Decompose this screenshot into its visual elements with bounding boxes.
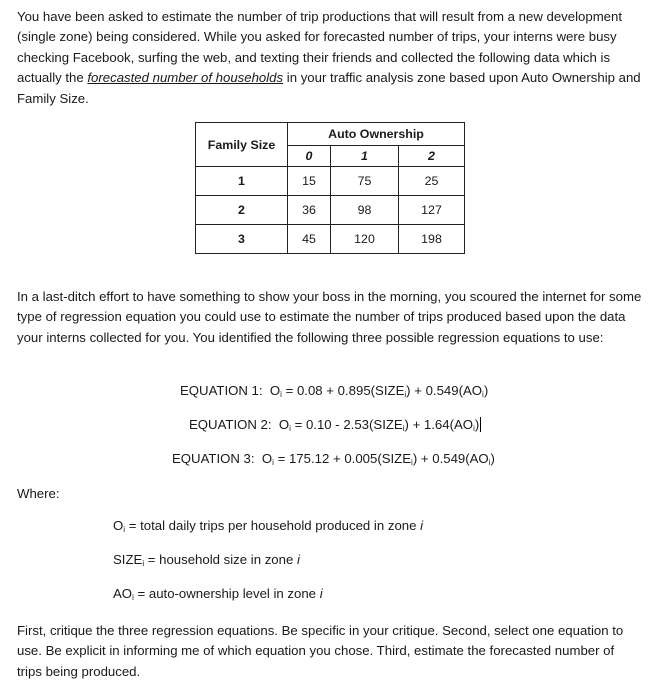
table-cell: 127 [399,196,465,225]
definition-o: $O_i$ = total daily trips per household produced in zone i [113,518,424,534]
auto-ownership-header: Auto Ownership [288,123,465,146]
households-table [195,122,465,254]
table-cell: 198 [399,225,465,254]
equation-1: EQUATION 1: $O_i = 0.08$ + $0.895(SIZE_i) + 0.549(AO_i)$ [180,383,489,399]
intro-text-2: in your traffic analysis zone based upon Auto Ownership and Family Size. [17,70,641,106]
row-label: 1 [196,167,288,196]
instructions-paragraph: First, critique the three regression equations. Be specific in your critique. Second, select one equation to use. Be explicit in informing me of which equation you chose. Third, estimate the forecasted number of trips being produced. [17,623,624,679]
equation-2: EQUATION 2: $O_i = 0.10$ - $2.53(SIZE_i) + 1.64(AO_i)$ [189,417,480,433]
table-cell: 120 [331,225,399,254]
ao-col-0: 0 [288,146,331,167]
family-size-header: Family Size [196,123,288,167]
table-cell: 36 [288,196,331,225]
table-row [196,196,465,225]
where-label: Where: [17,486,60,501]
table-cell: 15 [288,167,331,196]
intro-paragraph [17,7,642,109]
ao-col-2: 2 [399,146,465,167]
regression-paragraph: In a last-ditch effort to have something to show your boss in the morning, you scoured the internet for some type of regression equation you could use to estimate the number of trips produced based upon the data your interns collected for you. You identified the following three possible regression equations to use: [17,289,642,345]
definition-size: $SIZE_i$ = household size in zone i [113,552,300,568]
table-cell: 75 [331,167,399,196]
row-label: 3 [196,225,288,254]
table-cell: 25 [399,167,465,196]
ao-col-1: 1 [331,146,399,167]
table-row [196,167,465,196]
equation-3: EQUATION 3: $O_i = 175.12$ + $0.005(SIZE_i) + 0.549(AO_i)$ [172,451,495,467]
table-row [196,225,465,254]
intro-emphasis: forecasted number of households [87,70,284,86]
text-cursor [480,417,481,432]
row-label: 2 [196,196,288,225]
table-cell: 98 [331,196,399,225]
definition-ao: $AO_i$ = auto-ownership level in zone i [113,586,323,602]
intro-text-1: You have been asked to estimate the number of trip productions that will result from a new development (single zone) being considered. While you asked for forecasted number of trips, your interns were busy checking Facebook, surfing the web, and texting their friends and collected the following data which is actually the [17,9,623,86]
table-cell: 45 [288,225,331,254]
